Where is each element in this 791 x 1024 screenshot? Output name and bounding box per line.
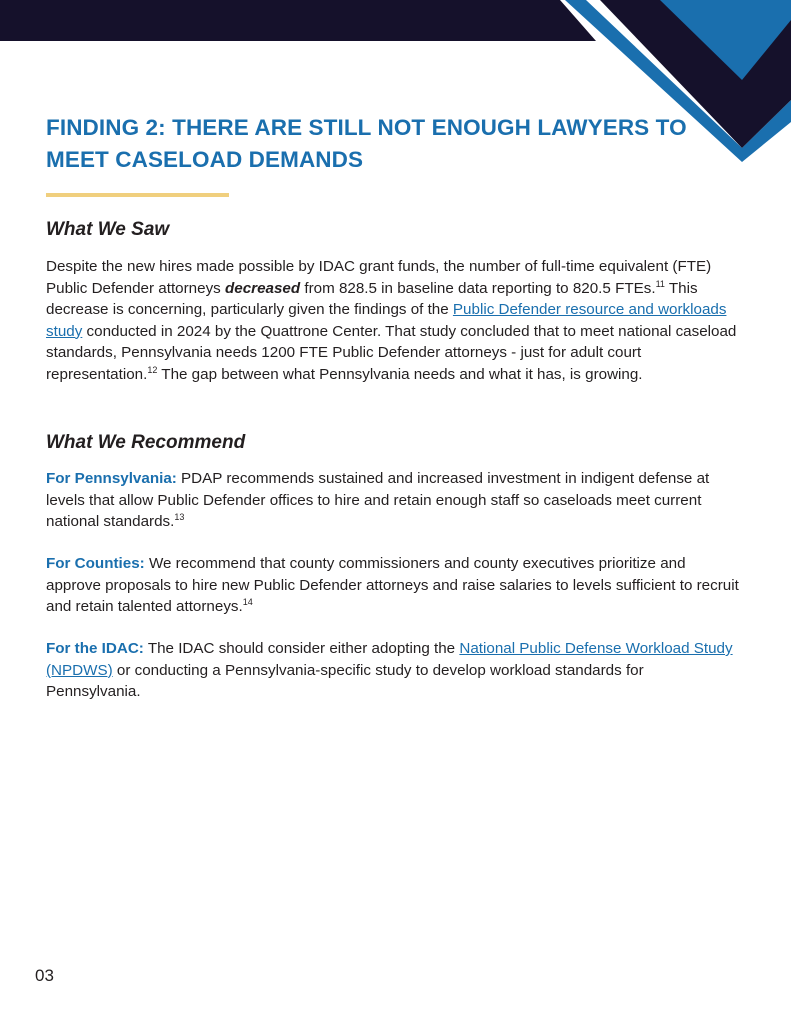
title-line-2: MEET CASELOAD DEMANDS (46, 147, 364, 172)
footnote-12[interactable]: 12 (147, 364, 158, 375)
title-underline (46, 193, 229, 197)
what-we-saw-heading: What We Saw (46, 219, 170, 240)
title-line-1: FINDING 2: THERE ARE STILL NOT ENOUGH LAWYERS TO (46, 115, 687, 140)
footnote-13[interactable]: 13 (174, 511, 185, 522)
emphasis-decreased: decreased (224, 279, 301, 297)
what-we-recommend-heading: What We Recommend (46, 432, 246, 453)
lead-pennsylvania: For Pennsylvania: (46, 470, 177, 487)
lead-idac: For the IDAC: (46, 640, 144, 657)
page-number: 03 (35, 966, 54, 985)
npdws-link[interactable]: National Public Defense Workload Study (NPDWS) (46, 640, 733, 679)
recommendation-pennsylvania: For Pennsylvania: PDAP recommends sustained and increased investment in indigent defense at levels that allow Public Defender offices to hire and retain enough staff so caseloads meet current national standards.$^{13}$ (46, 470, 710, 530)
recommendation-idac: For the IDAC: The IDAC should consider either adopting the National Public Defense Workload Study (NPDWS) or conducting a Pennsylvania-specific study to develop workload standards for Pennsylvania. (46, 640, 733, 700)
header-navy-band (0, 0, 596, 41)
lead-counties: For Counties: (46, 555, 145, 572)
footnote-11[interactable]: 11 (655, 278, 665, 289)
page-title (46, 112, 726, 176)
resource-workloads-study-link[interactable]: Public Defender resource and workloads study (46, 301, 727, 340)
footnote-14[interactable]: 14 (242, 596, 253, 607)
recommendation-counties: For Counties: We recommend that county commissioners and county executives prioritize and approve proposals to hire new Public Defender attorneys and raise salaries to levels sufficient to recruit and retain talented attorneys.$^{14}$ (46, 555, 739, 615)
what-we-saw-paragraph: Despite the new hires made possible by IDAC grant funds, the number of full-time equivalent (FTE) Public Defender attorneys decreased from 828.5 in baseline data reporting to 820.5 FTEs.$^{11}$ This decrease is concerning, particularly given the findings of the Public Defender resource and workloads study conducted in 2024 by the Quattrone Center. That study concluded that to meet national caseload standards, Pennsylvania needs 1200 FTE Public Defender attorneys - just for adult court representation.$^{12}$ The gap between what Pennsylvania needs and what it has, is growing. (46, 258, 737, 383)
